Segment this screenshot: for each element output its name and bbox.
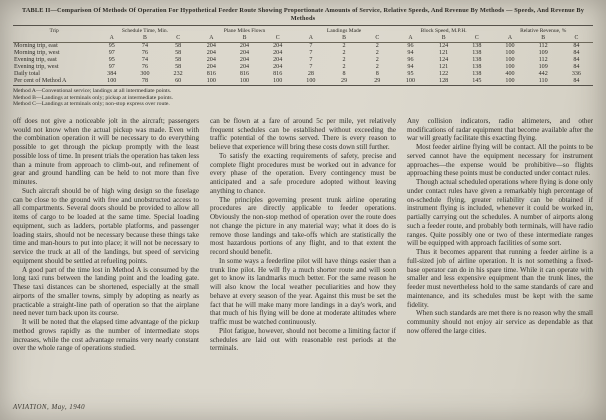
table-cell: 145	[472, 78, 482, 84]
footnote-line: Method B—Landings at terminals only; pickup at intermediate points.	[13, 94, 174, 101]
paragraph: off does not give a noticeable jolt in the aircraft; passengers would not know when the actual pickup was made. Even with the combination operation it will be necessary to do everything possible to get through the pickup promptly with the least possible loss of time. In present trials the operation has taken less than a minute from approach to climb-out, and refinement of gear and ground handling can be held to not more than five minutes.	[13, 116, 199, 187]
table-cell: 78	[141, 78, 148, 84]
column-label: B	[427, 34, 460, 42]
table-row	[13, 64, 593, 71]
table-cell: 28	[307, 71, 314, 77]
table-cell: 8	[375, 71, 379, 77]
paragraph: Any collision indicators, radio altimeters, and other modifications of radar equipment that become available after the war will greatly facilitate this exacting flying.	[407, 116, 593, 143]
table-cell: 204	[206, 43, 216, 49]
table-cell: 816	[239, 71, 250, 77]
table-cell: 2	[342, 50, 346, 56]
row-label: Evening trip, east	[14, 57, 57, 63]
table-cell: 2	[375, 64, 379, 70]
table-cell: 138	[472, 71, 482, 77]
table-cell: 109	[538, 64, 548, 70]
table-cell: 138	[472, 50, 482, 56]
comparison-table	[13, 25, 593, 86]
column-group-label: Plane Miles Flown	[223, 27, 266, 34]
paragraph: The principles governing present trunk airline operating procedures are directly applicable to feeder operations. Obviously the non-stop method of operation over the route does not change the picture in any material way; what it does do is remove those landings and take-offs which are statistically the most hazardous portions of any flight, and to that extent the record should benefit.	[210, 195, 396, 257]
table-row	[13, 42, 593, 50]
table-cell: 100	[273, 78, 283, 84]
table-cell: 95	[108, 57, 115, 63]
table-cell: 400	[505, 71, 515, 77]
table-cell: 100	[107, 78, 117, 84]
table-cell: 84	[573, 64, 580, 70]
column-label: B	[527, 34, 560, 42]
table-cell: 74	[141, 57, 148, 63]
table-cell: 29	[374, 78, 381, 84]
table-cell: 95	[407, 71, 414, 77]
table-cell: 84	[573, 78, 580, 84]
table-cell: 204	[206, 64, 216, 70]
paragraph: A good part of the time lost in Method A is consumed by the long taxi runs between the landing point and the loading gate. These taxi distances can be shortened, especially at the small airports of the smaller towns, simply by adopting as nearly as practicable a straight-line path of operation so that the airplane need never turn back upon its course.	[13, 265, 199, 318]
table-cell: 58	[175, 43, 182, 49]
column-label: B	[228, 34, 261, 42]
table-cell: 7	[309, 64, 313, 70]
table-cell: 76	[141, 64, 148, 70]
table-cell: 138	[472, 64, 482, 70]
table-cell: 84	[573, 50, 580, 56]
column-label: A	[294, 34, 327, 42]
table-cell: 84	[573, 57, 580, 63]
paragraph: Though actual scheduled operations where flying is done only under contact rules have given a remarkably high percentage of on-schedule flying, greater reliability can be obtained if instrument flying is included, whenever it could be worked in, partially carrying out the schedules. A number of airports along such a feeder route, and probably both terminals, will have radio ranges. Quite possibly one or two of these intermediate ranges will be equipped with approach facilities of some sort.	[407, 178, 593, 248]
table-subheader-row	[13, 34, 593, 42]
column-label: A	[95, 34, 128, 42]
table-cell: 336	[571, 71, 581, 77]
article-body	[13, 117, 593, 357]
table-cell: 442	[538, 71, 548, 77]
table-cell: 58	[175, 57, 182, 63]
table-cell: 204	[273, 43, 283, 49]
table-cell: 100	[505, 78, 515, 84]
table-cell: 2	[375, 57, 379, 63]
table-cell: 204	[239, 43, 250, 49]
table-cell: 110	[538, 78, 548, 84]
table-cell: 2	[375, 50, 379, 56]
column-label: A	[195, 34, 228, 42]
column-label: A	[493, 34, 526, 42]
table-cell: 58	[175, 64, 182, 70]
table-cell: 300	[140, 71, 150, 77]
table-cell: 204	[206, 57, 216, 63]
column-group-label: Schedule Time, Min.	[121, 27, 169, 34]
paragraph: Pilot fatigue, however, should not become a limiting factor if schedules are laid out with reasonable rest periods at the terminals.	[210, 326, 396, 353]
table-cell: 204	[206, 50, 216, 56]
corner-subheader	[13, 34, 95, 42]
table-body	[13, 42, 593, 85]
table-cell: 204	[239, 64, 250, 70]
table-cell: 2	[342, 43, 346, 49]
table-head	[13, 26, 593, 43]
table-cell: 7	[309, 57, 313, 63]
paragraph: In some ways a feederline pilot will have things easier than a trunk line pilot. He will fly a much shorter route and will soon get to know its landmarks much better. For the same reason he will also know the local weather peculiarities and how they behave at every season of the year. Against this must be set the fact that he will make many more landings in a day's work, and that much of his flying will be done at moderate altitudes where traffic must be watched continuously.	[210, 256, 396, 327]
row-label: Daily total	[14, 71, 40, 77]
paragraph: can be flown at a fare of around 5c per mile, yet relatively frequent schedules can be established without exceeding the traffic potential of the towns served. There is every reason to believe that experience will bring these costs down still further.	[210, 116, 396, 152]
table-cell: 97	[108, 64, 115, 70]
column-label: C	[261, 34, 294, 42]
text-column	[407, 117, 593, 357]
table-cell: 112	[538, 57, 548, 63]
table-cell: 74	[141, 43, 148, 49]
table-cell: 58	[175, 50, 182, 56]
column-label: C	[361, 34, 394, 42]
row-label: Morning trip, west	[14, 50, 60, 56]
column-label: B	[128, 34, 161, 42]
table-row	[13, 71, 593, 78]
table-cell: 816	[206, 71, 216, 77]
table-cell: 138	[472, 57, 482, 63]
table-row	[13, 78, 593, 86]
table-cell: 76	[141, 50, 148, 56]
table-cell: 204	[273, 50, 283, 56]
table-cell: 2	[342, 64, 346, 70]
table-cell: 204	[239, 50, 250, 56]
paragraph: Most feeder airline flying will be contact. All the points to be served cannot have the equipment necessary for instrument approaches—the expense would be prohibitive—so flights approaching these points must be conducted under contact rules.	[407, 143, 593, 178]
table-cell: 109	[538, 50, 548, 56]
column-label: B	[327, 34, 360, 42]
table-group-header-row	[13, 26, 593, 35]
table-cell: 204	[239, 57, 250, 63]
table-cell: 204	[273, 64, 283, 70]
table-cell: 204	[273, 57, 283, 63]
table-cell: 816	[273, 71, 283, 77]
table-cell: 2	[375, 43, 379, 49]
table-cell: 100	[405, 78, 415, 84]
paragraph: When such standards are met there is no reason why the small community should not enjoy air service as dependable as that now offered the large cities.	[407, 309, 593, 335]
text-column	[210, 117, 396, 357]
table-cell: 138	[472, 43, 482, 49]
column-group-label: Landings Made	[326, 27, 362, 34]
table-cell: 124	[439, 43, 449, 49]
paragraph: To satisfy the exacting requirements of safety, precise and complete flight procedures must be worked out in advance for every phase of the operation. Every contingency must be anticipated and a safe procedure adopted without leaving anything to chance.	[210, 151, 396, 195]
table-cell: 100	[306, 78, 316, 84]
table-cell: 128	[439, 78, 449, 84]
table-cell: 94	[407, 64, 414, 70]
table-cell: 121	[439, 64, 449, 70]
table-cell: 100	[505, 50, 515, 56]
row-label: Evening trip, west	[14, 64, 59, 70]
paragraph: It will be noted that the elapsed time advantage of the pickup method grows rapidly as the number of intermediate stops increases, while the cost advantage remains very nearly constant over the whole range of operations studied.	[13, 318, 199, 353]
table-cell: 60	[175, 78, 182, 84]
table-footnotes	[13, 88, 593, 108]
column-label: C	[460, 34, 493, 42]
column-label: A	[394, 34, 427, 42]
table-cell: 8	[342, 71, 346, 77]
table-cell: 100	[505, 64, 515, 70]
table-cell: 121	[439, 50, 449, 56]
table-cell: 100	[505, 57, 515, 63]
table-cell: 7	[309, 50, 313, 56]
table-cell: 384	[107, 71, 117, 77]
table-row	[13, 50, 593, 57]
table-row	[13, 57, 593, 64]
column-group-label: Block Speed, M.P.H.	[420, 27, 467, 34]
table-cell: 7	[309, 43, 313, 49]
table-cell: 112	[538, 43, 548, 49]
footer-credit: AVIATION, May, 1940	[13, 404, 86, 411]
column-label: C	[560, 34, 593, 42]
table-cell: 29	[341, 78, 348, 84]
table-title: TABLE II—Comparison Of Methods Of Operation For Hypothetical Feeder Route Showing Proportionate Amounts of Service, Relative Speeds, And Revenue By Methods — Speeds, And Revenue By Methods	[21, 7, 585, 22]
table-cell: 100	[206, 78, 216, 84]
column-label: C	[162, 34, 195, 42]
footnote-line: Method A—Conventional service; landings at all intermediate points.	[13, 88, 172, 94]
paragraph: Such aircraft should be of high wing design so the fuselage can be close to the ground with free and unobstructed access to all compartments. Several doors should be provided to allow all items of cargo to be loaded at the same time. Special loading equipment, such as ladders, portable platforms, and passenger loading stairs, should not be necessary because these things take time and man-hours to put into place; it will not be necessary to service the truck at all of the landings, but speed of servicing equipment should be settled at refueling points.	[13, 186, 199, 265]
table-cell: 100	[505, 43, 515, 49]
column-group-label: Relative Revenue, %	[520, 27, 567, 34]
text-column	[13, 117, 199, 357]
paragraph: Thus it becomes apparent that running a feeder airline is a full-sized job of airline operation. It is not something a fixed-base operator can do in his spare time. While it can operate with smaller and less expensive equipment than the trunk lines, the feeder must nevertheless hold to the same standards of care and maintenance, and its schedules must be kept with the same fidelity.	[407, 248, 593, 309]
page-content	[13, 7, 593, 357]
table-cell: 232	[173, 71, 183, 77]
table-cell: 96	[407, 43, 414, 49]
table-cell: 122	[439, 71, 449, 77]
table-cell: 84	[573, 43, 580, 49]
table-cell: 124	[439, 57, 449, 63]
table-cell: 100	[239, 78, 250, 84]
table-cell: 96	[407, 57, 414, 63]
corner-header: Trip	[49, 27, 59, 34]
table-cell: 94	[407, 50, 414, 56]
table-cell: 97	[108, 50, 115, 56]
table-cell: 2	[342, 57, 346, 63]
table-cell: 95	[108, 43, 115, 49]
row-label: Per cent of Method A	[14, 78, 67, 84]
footnote-line: Method C—Landings at terminals only; non-stop express over route.	[13, 101, 170, 108]
row-label: Morning trip, east	[14, 43, 58, 49]
